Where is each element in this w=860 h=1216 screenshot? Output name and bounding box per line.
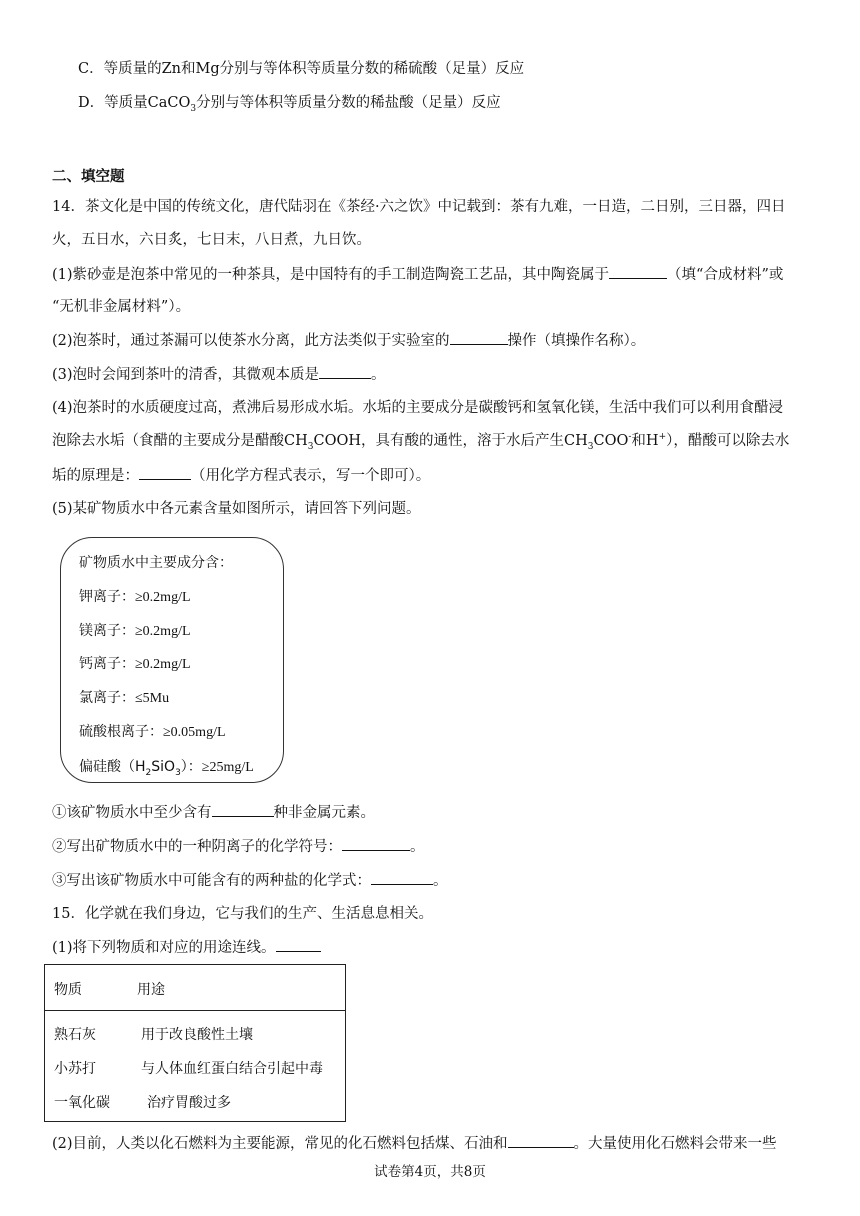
card-row-chloride [79, 687, 169, 707]
card-row-magnesium [79, 620, 191, 640]
card-row-label: 氯离子： [79, 690, 135, 706]
table-substance-2: 小苏打 [54, 1061, 96, 1077]
card-row-value: ≥0.2mg/L [135, 624, 191, 639]
answer-blank[interactable] [319, 364, 371, 379]
q15-part1-text: (1)将下列物质和对应的用途连线。 [52, 940, 276, 956]
q14-part1-text-b: （填“合成材料”或 [667, 267, 784, 283]
q14-part2-text-a: (2)泡茶时，通过茶漏可以使茶水分离，此方法类似于实验室的 [52, 333, 450, 349]
card-row-sulfate [79, 721, 226, 741]
option-d-pre: D．等质量CaCO [78, 95, 191, 111]
q15-part2-text-b: 。大量使用化石燃料会带来一些 [573, 1136, 777, 1152]
q14-sub3 [52, 870, 448, 891]
sup-minus: - [628, 432, 632, 443]
answer-blank[interactable] [450, 330, 508, 345]
sub-3: 3 [587, 441, 594, 452]
sub-2: 2 [145, 767, 152, 778]
table-use-3: 治疗胃酸过多 [147, 1095, 231, 1111]
card-row-label: 钾离子： [79, 589, 135, 605]
card-row-metasilicic-acid [79, 756, 254, 776]
q14-part4-text-e: ），醋酸可以除去水 [666, 433, 790, 449]
option-d-post: 分别与等体积等质量分数的稀盐酸（足量）反应 [196, 95, 501, 111]
card-row-value: ≤5Mu [135, 691, 170, 706]
card-row-value: ≥0.05mg/L [163, 725, 226, 740]
card-row-value: ≥0.2mg/L [135, 590, 191, 605]
q14-part3 [52, 364, 386, 385]
q14-sub1 [52, 802, 375, 823]
q14-part5: (5)某矿物质水中各元素含量如图所示，请回答下列问题。 [52, 501, 421, 517]
q14-part4-text-a: 泡除去水垢（食醋的主要成分是醋酸CH [52, 433, 308, 449]
table-use-1: 用于改良酸性土壤 [141, 1027, 253, 1043]
option-d [78, 93, 501, 113]
q14-part4-text-d: 和H [631, 433, 659, 449]
q14-sub3-text-b: 。 [433, 873, 448, 889]
q14-sub2 [52, 836, 425, 857]
table-substance-1: 熟石灰 [54, 1027, 96, 1043]
page-footer: 试卷第4页，共8页 [374, 1164, 486, 1180]
sub-3: 3 [307, 441, 314, 452]
section-title: 二、填空题 [52, 168, 125, 185]
q14-part4-line1: (4)泡茶时的水质硬度过高，煮沸后易形成水垢。水垢的主要成分是碳酸钙和氢氧化镁，生活中我们可以利用食醋浸 [52, 400, 784, 416]
mineral-water-card [60, 537, 284, 783]
card-title: 矿物质水中主要成分含： [79, 555, 233, 571]
card-row-label-c: ）： [180, 759, 202, 775]
card-row-label: 钙离子： [79, 656, 135, 672]
q14-sub1-text-a: ①该矿物质水中至少含有 [52, 805, 212, 821]
substance-use-table [44, 964, 346, 1122]
option-c: C．等质量的Zn和Mg分别与等体积等质量分数的稀硫酸（足量）反应 [78, 61, 525, 77]
q14-part1-cont: “无机非金属材料”）。 [52, 299, 191, 315]
table-use-2: 与人体血红蛋白结合引起中毒 [141, 1061, 323, 1077]
card-row-calcium [79, 653, 191, 673]
q14-part3-text-b: 。 [371, 367, 386, 383]
q14-intro-line1: 14．茶文化是中国的传统文化，唐代陆羽在《茶经·六之饮》中记载到：茶有九难，一日造，二日别，三日器，四日 [52, 199, 786, 215]
q14-sub2-text-a: ②写出矿物质水中的一种阴离子的化学符号： [52, 839, 342, 855]
answer-blank[interactable] [508, 1133, 574, 1148]
q15-intro: 15．化学就在我们身边，它与我们的生产、生活息息相关。 [52, 906, 433, 922]
answer-blank[interactable] [342, 836, 410, 851]
card-row-label: 镁离子： [79, 623, 135, 639]
q14-part4-text-b: COOH，具有酸的通性，溶于水后产生CH [313, 433, 588, 449]
answer-blank[interactable] [371, 870, 433, 885]
table-header-use: 用途 [137, 982, 165, 998]
card-row-potassium [79, 586, 191, 606]
q14-part1 [52, 264, 783, 285]
answer-blank[interactable] [609, 264, 667, 279]
card-row-value: ≥25mg/L [201, 760, 254, 775]
table-divider [45, 1010, 345, 1011]
sub-3: 3 [175, 767, 181, 778]
q14-part4-text-c: COO [593, 433, 629, 449]
table-substance-3: 一氧化碳 [54, 1095, 110, 1111]
q14-part2-text-b: 操作（填操作名称）。 [507, 333, 646, 349]
q14-sub3-text-a: ③写出该矿物质水中可能含有的两种盐的化学式： [52, 873, 371, 889]
card-row-label-b: SiO [151, 759, 176, 775]
card-row-label: 硫酸根离子： [79, 724, 163, 740]
q15-part2-text-a: (2)目前，人类以化石燃料为主要能源，常见的化石燃料包括煤、石油和 [52, 1136, 508, 1152]
option-d-sub: 3 [190, 103, 197, 114]
q15-part2 [52, 1133, 777, 1154]
q14-part3-text-a: (3)泡时会闻到茶叶的清香，其微观本质是 [52, 367, 320, 383]
q15-part1 [52, 937, 321, 958]
q14-part2 [52, 330, 645, 351]
q14-sub2-text-b: 。 [410, 839, 425, 855]
answer-blank[interactable] [139, 465, 191, 480]
q14-part4-text-g: （用化学方程式表示，写一个即可）。 [191, 468, 431, 484]
answer-blank[interactable] [276, 937, 321, 952]
q14-intro-line2: 火，五日水，六日炙，七日末，八日煮，九日饮。 [52, 232, 371, 248]
sup-plus: + [658, 432, 667, 443]
q14-part4-text-f: 垢的原理是： [52, 468, 139, 484]
q14-sub1-text-b: 种非金属元素。 [273, 805, 375, 821]
card-row-value: ≥0.2mg/L [135, 657, 191, 672]
q14-part4-line2 [52, 431, 789, 451]
answer-blank[interactable] [212, 802, 274, 817]
card-row-label-a: 偏硅酸（H [79, 759, 146, 775]
q14-part4-line3 [52, 465, 430, 486]
q14-part1-text-a: (1)紫砂壶是泡茶中常见的一种茶具，是中国特有的手工制造陶瓷工艺品，其中陶瓷属于 [52, 267, 610, 283]
table-header-substance: 物质 [54, 982, 82, 998]
